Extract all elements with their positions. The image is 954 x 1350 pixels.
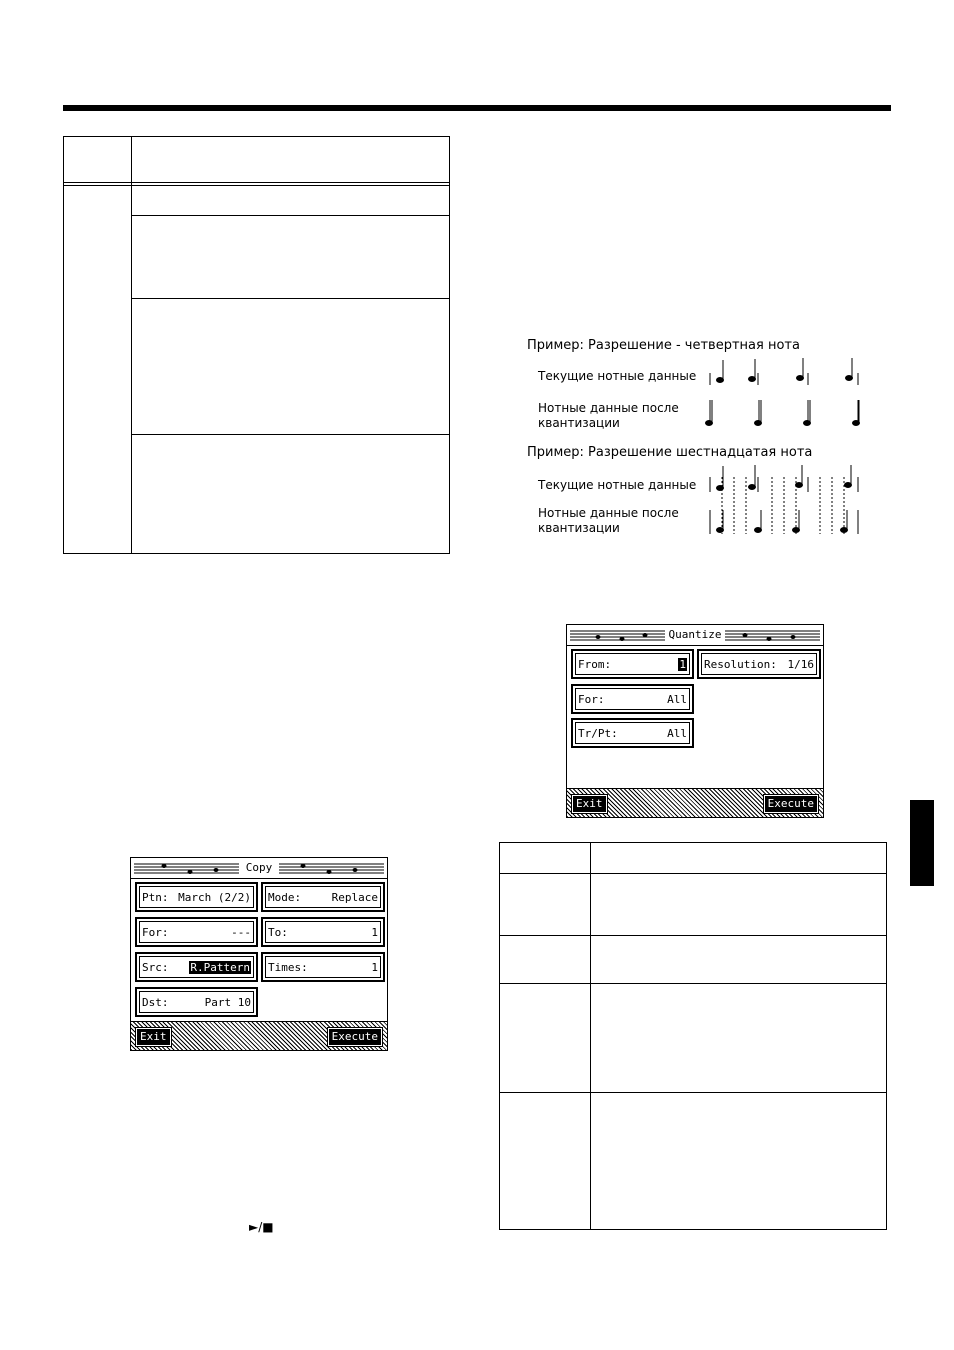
to-value: 1 <box>371 926 378 939</box>
src-label: Src: <box>142 961 169 974</box>
src-field[interactable] <box>135 952 258 982</box>
resolution-label: Resolution: <box>704 658 777 671</box>
header-rule <box>63 105 891 111</box>
src-value: R.Pattern <box>190 961 250 974</box>
ptn-label: Ptn: <box>142 891 169 904</box>
left-table-header-rule <box>63 182 450 183</box>
right-table-header-rule <box>499 873 887 874</box>
mode-field[interactable] <box>261 882 385 912</box>
trpt-label: Tr/Pt: <box>578 727 618 740</box>
left-table-header-rule-2 <box>63 185 450 186</box>
execute-button[interactable]: Execute <box>763 794 819 814</box>
from-field[interactable] <box>571 649 694 679</box>
times-value: 1 <box>371 961 378 974</box>
right-table-column-divider <box>590 842 591 1230</box>
copy-screen <box>130 857 388 1051</box>
right-table-row-rule <box>499 1092 887 1093</box>
execute-button[interactable]: Execute <box>327 1027 383 1047</box>
trpt-value: All <box>667 727 687 740</box>
quantize-screen <box>566 624 824 818</box>
right-parameter-table <box>499 842 887 1230</box>
exit-button[interactable]: Exit <box>571 794 608 814</box>
left-table-row-rule <box>131 298 450 299</box>
resolution-value: 1/16 <box>787 658 814 671</box>
staff-right-icon <box>279 861 384 874</box>
ptn-value: March (2/2) <box>178 891 251 904</box>
ptn-field[interactable] <box>135 882 258 912</box>
sixteenth-after-label-2: квантизации <box>538 521 620 535</box>
for-field[interactable] <box>571 684 694 714</box>
right-table-row-rule <box>499 983 887 984</box>
left-parameter-table <box>63 136 450 554</box>
quantize-footer <box>567 788 823 817</box>
dst-label: Dst: <box>142 996 169 1009</box>
exit-button[interactable]: Exit <box>135 1027 172 1047</box>
to-field[interactable] <box>261 917 385 947</box>
quarter-note-diagram <box>700 355 870 430</box>
quantize-title: Quantize <box>668 628 722 641</box>
mode-value: Replace <box>331 891 378 904</box>
copy-footer <box>131 1021 387 1050</box>
staff-right-icon <box>725 628 820 641</box>
to-label: To: <box>268 926 288 939</box>
left-table-column-divider <box>131 136 132 554</box>
quarter-current-label: Текущие нотные данные <box>538 369 697 383</box>
for-label: For: <box>578 693 605 706</box>
quantize-title-bar <box>567 625 823 646</box>
right-table-row-rule <box>499 935 887 936</box>
from-label: From: <box>578 658 612 671</box>
left-table-row-rule <box>131 215 450 216</box>
quarter-after-label: Нотные данные после <box>538 401 679 415</box>
from-value: 1 <box>679 658 686 671</box>
times-field[interactable] <box>261 952 385 982</box>
quarter-example-heading: Пример: Разрешение - четвертная нота <box>527 338 800 353</box>
for-value: --- <box>231 926 251 939</box>
for-value: All <box>667 693 687 706</box>
trpt-field[interactable] <box>571 718 694 748</box>
sixteenth-current-label: Текущие нотные данные <box>538 478 697 492</box>
dst-value: Part 10 <box>204 996 251 1009</box>
dst-field[interactable] <box>135 987 258 1017</box>
left-table-row-rule <box>131 434 450 435</box>
quarter-after-label-2: квантизации <box>538 416 620 430</box>
chapter-tab <box>910 800 934 886</box>
play-stop-symbol: ►/■ <box>249 1220 274 1234</box>
mode-label: Mode: <box>268 891 302 904</box>
copy-title-bar <box>131 858 387 879</box>
for-label: For: <box>142 926 169 939</box>
sixteenth-example-heading: Пример: Разрешение шестнадцатая нота <box>527 445 813 460</box>
resolution-field[interactable] <box>697 649 821 679</box>
sixteenth-note-diagram <box>700 462 870 537</box>
copy-title: Copy <box>245 861 273 874</box>
for-field[interactable] <box>135 917 258 947</box>
sixteenth-after-label: Нотные данные после <box>538 506 679 520</box>
times-label: Times: <box>268 961 308 974</box>
